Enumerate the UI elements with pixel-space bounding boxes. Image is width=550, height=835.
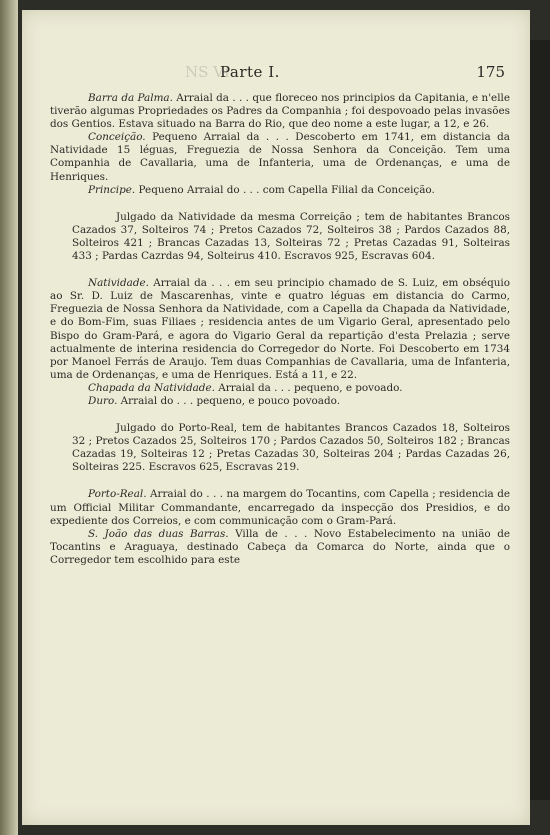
entry-text: Pequeno Arraial da . . . Descoberto em 1741, em distancia da Natividade 15 léguas, Freguezia de Nossa Senhora da Conceição. Tem uma Companhia de Cavallaria, uma de Infanteria, uma de Ordenanças, e uma de Henriques. [50, 131, 510, 183]
entry-duro [50, 395, 510, 408]
entry-name: Porto-Real. [88, 488, 147, 501]
running-title: Parte I. [220, 63, 280, 81]
entry-text: Arraial da . . . pequeno, e povoado. [214, 381, 403, 394]
entry-name: Conceição. [88, 131, 146, 144]
entry-principe [50, 184, 510, 197]
entry-name: Barra da Palma. [88, 92, 173, 104]
entry-text: Arraial do . . . na margem do Tocantins, com Capella ; residencia de um Official Militar Commandante, encarregado da inspecção dos Presidios, e do expediente dos Correios, e com communicação com o Gram-Pará. [50, 488, 510, 527]
entry-name: Principe. [88, 183, 136, 196]
entry-text: Villa de . . . Novo Estabelecimento na união de Tocantins e Araguaya, destinado Cabeça da Comarca do Norte, ainda que o Corregedor tem escolhido para este [50, 527, 510, 566]
entry-text: Arraial da . . . em seu principio chamado de S. Luiz, em obséquio ao Sr. D. Luiz de Mascarenhas, vinte e quatro léguas em distancia do Carmo, Freguezia de Nossa Senhora da Natividade, com a Capella da Chapada da Natividade, e do Bom-Fim, suas Filiaes ; residencia antes de um Vigario Geral, apresentado pelo Bispo do Gram-Pará, e agora do Vigario Geral da repartição d'esta Prelazia ; serve actualmente de interina residencia do Corregedor do Norte. Foi Descoberto em 1734 por Manoel Ferrás de Araujo. Tem duas Companhias de Cavallaria, uma de Infanteria, uma de Ordenanças, e uma de Henriques. Está a 11, e 22. [50, 277, 510, 381]
entry-text: Arraial da . . . que floreceo nos principios da Capitania, e n'elle tiverão algumas Propriedades os Padres da Companhia ; foi despovoado pelas invasões dos Gentios. Estava situado na Barra do Rio, que deo nome a este lugar, a 12, e 26. [50, 92, 511, 131]
bleed-through-text: NS VI [185, 63, 230, 81]
entry-barra-da-palma [50, 92, 510, 131]
running-header [50, 63, 510, 88]
entry-name: Chapada da Natividade. [88, 381, 215, 394]
entry-chapada [50, 382, 510, 395]
entry-text: Arraial do . . . pequeno, e pouco povoado. [117, 394, 341, 407]
entry-sao-joao [50, 528, 510, 567]
book-edge [530, 40, 550, 800]
julgado-porto-real: Julgado do Porto-Real, tem de habitantes Brancos Cazados 18, Solteiros 32 ; Pretos Cazados 25, Solteiros 170 ; Pardos Cazados 50, Solteiros 182 ; Brancas Cazadas 19, Solteiras 12 ; Pretas Cazadas 30, Solteiras 204 ; Pardas Cazadas 26, Solteiras 225. Escravos 625, Escravas 219. [72, 422, 510, 474]
entry-name: S. João das duas Barras. [88, 527, 229, 540]
entry-name: Natividade. [88, 277, 149, 290]
entry-porto-real [50, 488, 510, 527]
entry-name: Duro. [88, 394, 118, 407]
previous-page-edge [0, 0, 18, 835]
julgado-natividade: Julgado da Natividade da mesma Correição ; tem de habitantes Brancos Cazados 37, Solteiros 74 ; Pretos Cazados 72, Solteiros 38 ; Pardos Cazados 88, Solteiros 421 ; Brancas Cazadas 13, Solteiras 72 ; Pretas Cazadas 91, Solteiras 433 ; Pardas Cazrdas 94, Solteirus 410. Escravos 925, Escravas 604. [72, 210, 510, 263]
entry-text: Pequeno Arraial do . . . com Capella Filial da Conceição. [135, 183, 435, 196]
page-content [50, 63, 511, 567]
entry-natividade [50, 277, 510, 382]
page-number: 175 [476, 63, 505, 81]
entry-conceicao [50, 131, 510, 183]
